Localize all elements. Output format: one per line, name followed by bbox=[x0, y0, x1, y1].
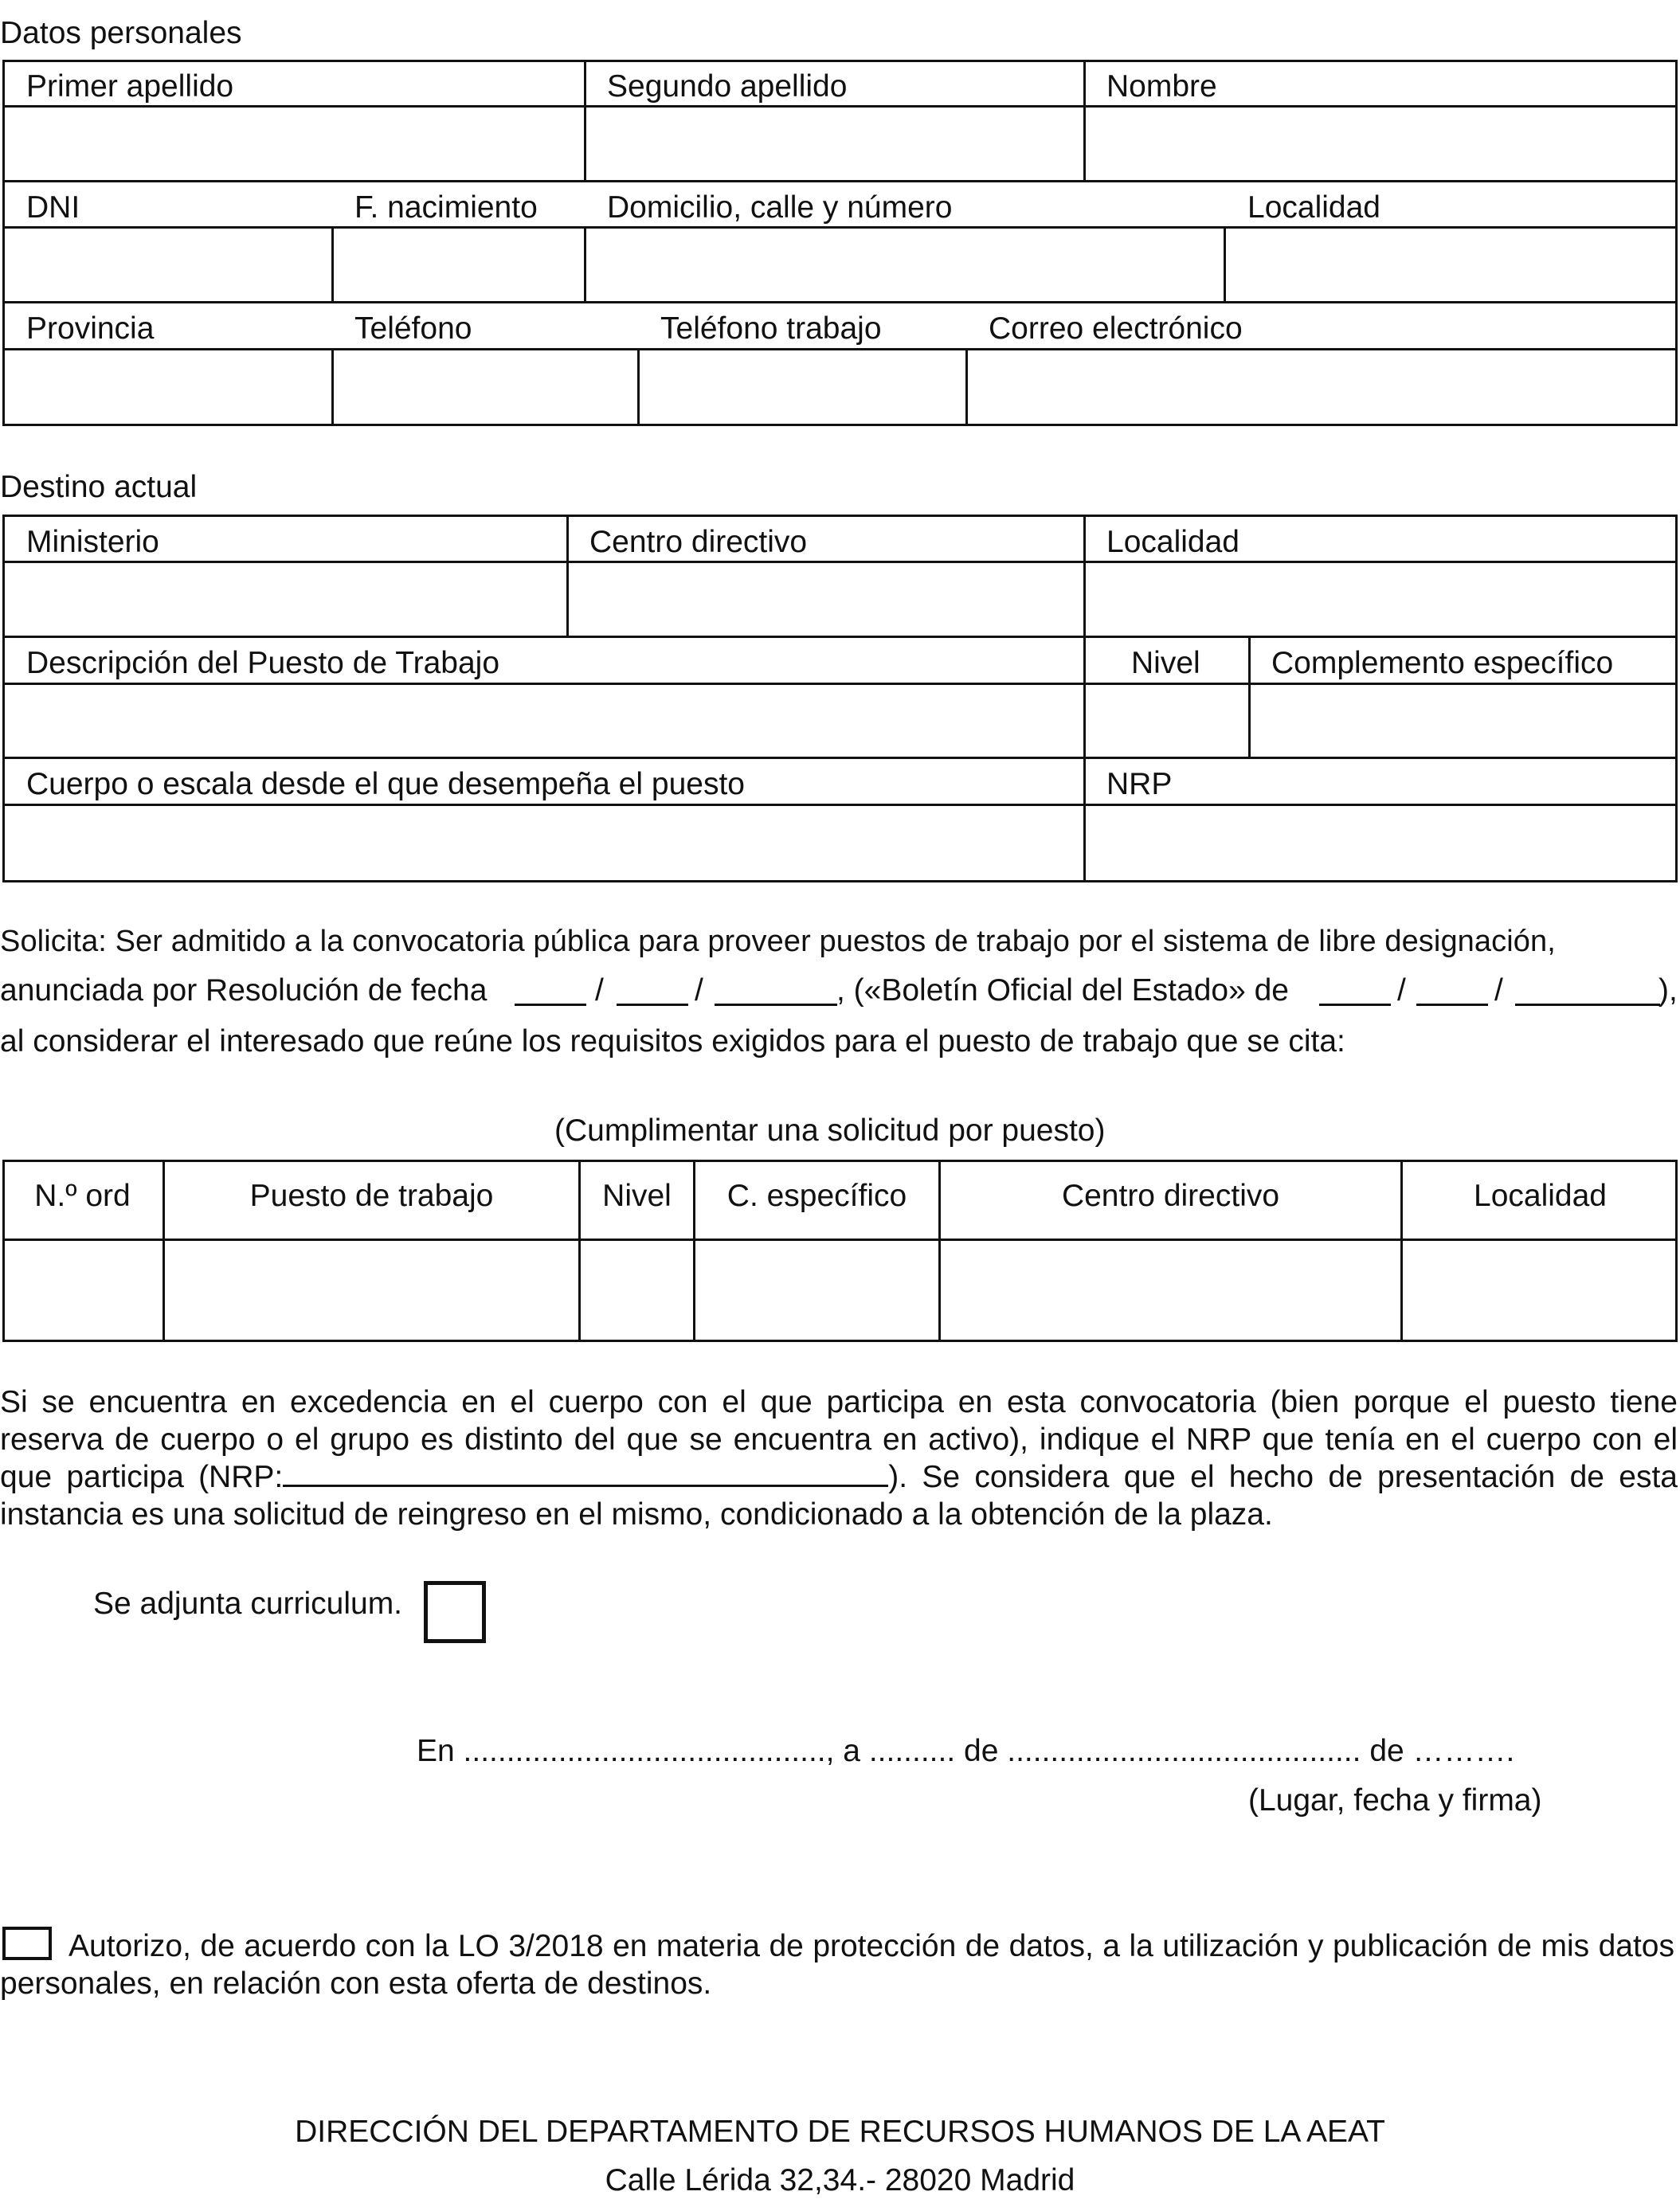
input-correo[interactable] bbox=[974, 359, 1672, 417]
input-centro-directivo[interactable] bbox=[575, 572, 1081, 629]
solicita-boe-text: , («Boletín Oficial del Estado» de bbox=[836, 973, 1289, 1008]
label-segundo-apellido: Segundo apellido bbox=[607, 69, 848, 104]
header-puesto-trabajo: Puesto de trabajo bbox=[249, 1179, 494, 1213]
input-segundo-apellido[interactable] bbox=[593, 116, 1080, 174]
section-heading-destino: Destino actual bbox=[0, 470, 198, 504]
input-dni[interactable] bbox=[11, 237, 329, 295]
input-descripcion-puesto[interactable] bbox=[11, 694, 1081, 751]
label-ministerio: Ministerio bbox=[26, 525, 159, 559]
input-boe-mes[interactable] bbox=[1416, 970, 1488, 1006]
solicita-line-3: al considerar el interesado que reúne los requisitos exigidos para el puesto de trabajo que se cita: bbox=[0, 1024, 1345, 1059]
solicita-line-1: Solicita: Ser admitido a la convocatoria pública para proveer puestos de trabajo por el sistema de libre designación, bbox=[0, 925, 1556, 958]
signature-line: En .........................................., a .......... de ......................................... de ………. bbox=[417, 1734, 1515, 1768]
solicita-resolucion-text: anunciada por Resolución de fecha bbox=[0, 973, 488, 1008]
input-nrp[interactable] bbox=[1092, 815, 1672, 872]
section-heading-personal: Datos personales bbox=[0, 16, 242, 50]
input-nombre[interactable] bbox=[1092, 116, 1672, 174]
excedencia-text-after: ). Se considera que el hecho de presentación de esta instancia es una solicitud de reingreso en el mismo, condicionado a la obtención de la plaza. bbox=[0, 1460, 1678, 1532]
slash-4: / bbox=[1494, 973, 1503, 1008]
input-ministerio[interactable] bbox=[11, 572, 564, 629]
label-provincia: Provincia bbox=[26, 311, 155, 346]
autorizo-paragraph: Autorizo, de acuerdo con la LO 3/2018 en materia de protección de datos, a la utilización y publicación de mis datos personales, en relación con esta oferta de destinos. bbox=[0, 1929, 1674, 2001]
input-resolucion-dia[interactable] bbox=[515, 970, 586, 1006]
input-primer-apellido[interactable] bbox=[11, 116, 582, 174]
header-c-especifico: C. específico bbox=[726, 1179, 907, 1213]
label-cuerpo-escala: Cuerpo o escala desde el que desempeña el puesto bbox=[26, 767, 745, 801]
label-localidad-destino: Localidad bbox=[1106, 525, 1239, 559]
label-nrp: NRP bbox=[1106, 767, 1173, 801]
puestos-note: (Cumplimentar una solicitud por puesto) bbox=[554, 1113, 1106, 1148]
input-cuerpo-escala[interactable] bbox=[11, 815, 1081, 872]
curriculum-label: Se adjunta curriculum. bbox=[93, 1587, 403, 1621]
input-boe-anio[interactable] bbox=[1515, 970, 1660, 1006]
label-dni: DNI bbox=[26, 190, 80, 225]
label-localidad-personal: Localidad bbox=[1247, 190, 1380, 225]
input-puesto-num-orden[interactable] bbox=[11, 1250, 160, 1332]
header-nivel: Nivel bbox=[602, 1179, 672, 1213]
label-centro-directivo: Centro directivo bbox=[589, 525, 808, 559]
input-boe-dia[interactable] bbox=[1319, 970, 1391, 1006]
input-localidad-personal[interactable] bbox=[1232, 237, 1672, 295]
footer-line-2: Calle Lérida 32,34.- 28020 Madrid bbox=[605, 2163, 1075, 2197]
label-primer-apellido: Primer apellido bbox=[26, 69, 234, 104]
header-num-orden: N.º ord bbox=[34, 1179, 131, 1213]
label-telefono: Teléfono bbox=[354, 311, 472, 346]
input-puesto-centro-directivo[interactable] bbox=[947, 1250, 1398, 1332]
label-complemento-especifico: Complemento específico bbox=[1271, 646, 1614, 680]
slash-2: / bbox=[695, 973, 703, 1008]
input-puesto-trabajo[interactable] bbox=[171, 1250, 576, 1332]
input-resolucion-anio[interactable] bbox=[715, 970, 837, 1006]
input-telefono[interactable] bbox=[340, 359, 635, 417]
input-puesto-c-especifico[interactable] bbox=[702, 1250, 936, 1332]
label-correo: Correo electrónico bbox=[989, 311, 1243, 346]
label-fecha-nacimiento: F. nacimiento bbox=[354, 190, 538, 225]
solicita-close-text: ), bbox=[1658, 973, 1678, 1008]
input-puesto-localidad[interactable] bbox=[1409, 1250, 1672, 1332]
header-localidad: Localidad bbox=[1474, 1179, 1607, 1213]
label-domicilio: Domicilio, calle y número bbox=[607, 190, 953, 225]
excedencia-paragraph bbox=[0, 1383, 1678, 1533]
input-resolucion-mes[interactable] bbox=[617, 970, 688, 1006]
label-telefono-trabajo: Teléfono trabajo bbox=[660, 311, 882, 346]
input-telefono-trabajo[interactable] bbox=[646, 359, 963, 417]
slash-3: / bbox=[1397, 973, 1406, 1008]
input-domicilio[interactable] bbox=[593, 237, 1221, 295]
footer-line-1: DIRECCIÓN DEL DEPARTAMENTO DE RECURSOS HUMANOS DE LA AEAT bbox=[295, 2115, 1385, 2149]
input-complemento-especifico[interactable] bbox=[1257, 694, 1672, 751]
slash-1: / bbox=[595, 973, 604, 1008]
label-nivel: Nivel bbox=[1131, 646, 1200, 680]
curriculum-checkbox[interactable] bbox=[424, 1581, 486, 1643]
nrp-excedencia-blank[interactable] bbox=[283, 1461, 888, 1487]
input-fecha-nacimiento[interactable] bbox=[340, 237, 582, 295]
input-localidad-destino[interactable] bbox=[1092, 572, 1672, 629]
label-nombre: Nombre bbox=[1106, 69, 1217, 104]
header-centro-directivo: Centro directivo bbox=[1061, 1179, 1280, 1213]
excedencia-text-before: Si se encuentra en excedencia en el cuerpo con el que participa en esta convocatoria (bien porque el puesto tiene reserva de cuerpo o el grupo es distinto del que se encuentra en activo), indique el NRP que tenía en el cuerpo con el que participa (NRP: bbox=[0, 1385, 1678, 1494]
input-puesto-nivel[interactable] bbox=[587, 1250, 691, 1332]
input-provincia[interactable] bbox=[11, 359, 329, 417]
signature-note: (Lugar, fecha y firma) bbox=[1248, 1783, 1542, 1818]
label-descripcion-puesto: Descripción del Puesto de Trabajo bbox=[26, 646, 500, 680]
input-nivel[interactable] bbox=[1092, 694, 1246, 751]
